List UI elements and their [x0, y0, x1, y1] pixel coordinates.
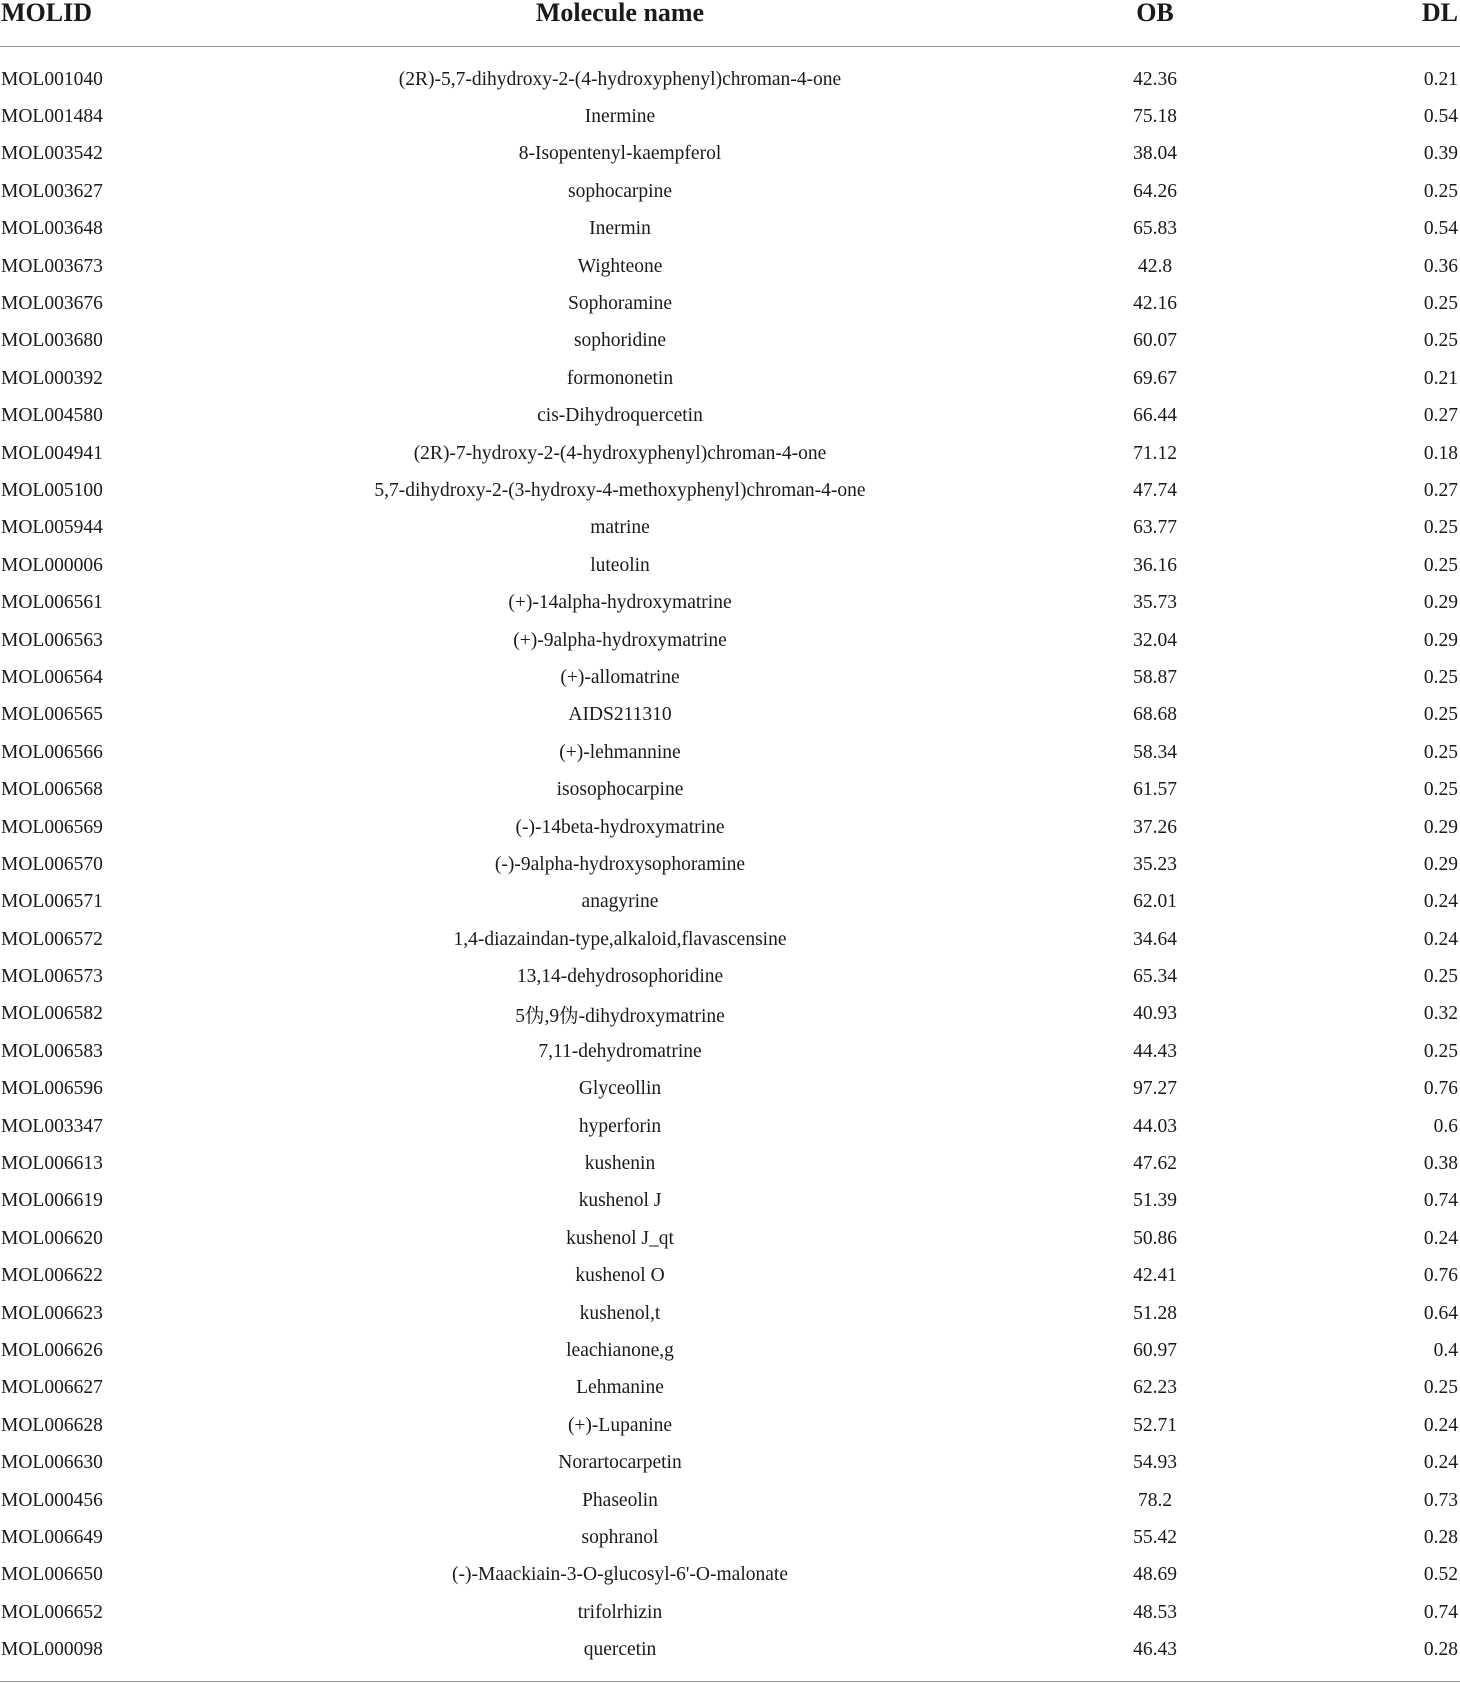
cell-dl: 0.39	[1423, 143, 1458, 165]
cell-molecule-name: Norartocarpetin	[558, 1452, 682, 1474]
table-row	[0, 398, 1460, 435]
table-row	[0, 1145, 1460, 1182]
cell-molid: MOL006582	[1, 1003, 103, 1025]
cell-ob: 42.8	[1137, 255, 1173, 277]
cell-molecule-name: hyperforin	[578, 1115, 662, 1137]
table-row	[0, 1444, 1460, 1481]
cell-dl: 0.27	[1423, 405, 1458, 427]
cell-dl: 0.25	[1423, 966, 1458, 988]
cell-dl: 0.28	[1423, 1639, 1458, 1661]
cell-dl: 0.25	[1423, 517, 1458, 539]
cell-molecule-name: (2R)-7-hydroxy-2-(4-hydroxyphenyl)chroman-4-one	[413, 442, 827, 464]
cell-molecule-name: formononetin	[566, 367, 674, 389]
table-body	[0, 61, 1460, 1669]
cell-dl: 0.25	[1423, 779, 1458, 801]
cell-ob: 42.16	[1133, 293, 1177, 315]
cell-molid: MOL006652	[1, 1601, 103, 1623]
cell-dl: 0.25	[1423, 330, 1458, 352]
cell-molecule-name: Wighteone	[577, 255, 663, 277]
table-row	[0, 1295, 1460, 1332]
header-row	[0, 0, 1460, 47]
cell-dl: 0.76	[1423, 1265, 1458, 1287]
cell-molid: MOL006623	[1, 1302, 103, 1324]
cell-molid: MOL006572	[1, 928, 103, 950]
cell-ob: 69.67	[1133, 367, 1177, 389]
table-row	[0, 1594, 1460, 1631]
cell-molecule-name: (2R)-5,7-dihydroxy-2-(4-hydroxyphenyl)chroman-4-one	[398, 68, 842, 90]
header-molid: MOLID	[0, 0, 240, 47]
table-row	[0, 958, 1460, 995]
cell-molid: MOL006564	[1, 666, 103, 688]
table-row	[0, 996, 1460, 1033]
cell-molid: MOL006570	[1, 853, 103, 875]
cell-ob: 38.04	[1133, 143, 1177, 165]
cell-molid: MOL006583	[1, 1040, 103, 1062]
cell-ob: 32.04	[1133, 629, 1177, 651]
cell-ob: 48.53	[1133, 1601, 1177, 1623]
cell-molid: MOL006571	[1, 891, 103, 913]
cell-ob: 47.62	[1133, 1153, 1177, 1175]
cell-molecule-name: matrine	[590, 517, 650, 539]
cell-molecule-name: 8-Isopentenyl-kaempferol	[518, 143, 722, 165]
cell-dl: 0.4	[1433, 1339, 1458, 1361]
cell-ob: 58.87	[1133, 666, 1177, 688]
cell-molecule-name: (+)-allomatrine	[560, 666, 680, 688]
cell-molecule-name: (+)-Lupanine	[567, 1414, 673, 1436]
cell-molid: MOL001484	[1, 106, 103, 128]
table-row	[0, 1332, 1460, 1369]
cell-molecule-name: anagyrine	[581, 891, 659, 913]
cell-molid: MOL003676	[1, 293, 103, 315]
cell-dl: 0.76	[1423, 1078, 1458, 1100]
cell-ob: 34.64	[1133, 928, 1177, 950]
cell-molecule-name: Phaseolin	[582, 1489, 658, 1511]
cell-ob: 61.57	[1133, 779, 1177, 801]
cell-molid: MOL006622	[1, 1265, 103, 1287]
table-row	[0, 584, 1460, 621]
cell-dl: 0.73	[1423, 1489, 1458, 1511]
cell-dl: 0.21	[1423, 367, 1458, 389]
table-row	[0, 173, 1460, 210]
table-row	[0, 136, 1460, 173]
cell-molid: MOL004941	[1, 442, 103, 464]
cell-molid: MOL000098	[1, 1639, 103, 1661]
cell-ob: 78.2	[1137, 1489, 1173, 1511]
cell-dl: 0.24	[1423, 928, 1458, 950]
cell-molecule-name: trifolrhizin	[577, 1601, 663, 1623]
cell-ob: 54.93	[1133, 1452, 1177, 1474]
cell-ob: 63.77	[1133, 517, 1177, 539]
table-row	[0, 61, 1460, 98]
cell-ob: 75.18	[1133, 106, 1177, 128]
cell-dl: 0.25	[1423, 704, 1458, 726]
cell-dl: 0.25	[1423, 180, 1458, 202]
table-row	[0, 1258, 1460, 1295]
table-row	[0, 323, 1460, 360]
cell-molecule-name: 1,4-diazaindan-type,alkaloid,flavascensine	[453, 928, 787, 950]
cell-dl: 0.29	[1423, 816, 1458, 838]
cell-molecule-name: Inermin	[589, 218, 651, 240]
table-row	[0, 1631, 1460, 1668]
table-row	[0, 771, 1460, 808]
cell-dl: 0.38	[1423, 1153, 1458, 1175]
table-row	[0, 435, 1460, 472]
cell-dl: 0.24	[1423, 1452, 1458, 1474]
cell-ob: 46.43	[1133, 1639, 1177, 1661]
cell-molid: MOL000006	[1, 554, 103, 576]
cell-molecule-name: 13,14-dehydrosophoridine	[516, 966, 724, 988]
cell-ob: 35.23	[1133, 853, 1177, 875]
cell-dl: 0.29	[1423, 629, 1458, 651]
header-molecule-name: Molecule name	[240, 0, 1000, 47]
table-bottom-rule	[0, 1681, 1460, 1682]
cell-dl: 0.25	[1423, 293, 1458, 315]
cell-molid: MOL006566	[1, 741, 103, 763]
header-spacer-cell	[0, 47, 1460, 62]
table-row	[0, 211, 1460, 248]
cell-ob: 62.01	[1133, 891, 1177, 913]
cell-molecule-name: (+)-9alpha-hydroxymatrine	[513, 629, 727, 651]
cell-molid: MOL006626	[1, 1339, 103, 1361]
table-row	[0, 659, 1460, 696]
cell-ob: 35.73	[1133, 592, 1177, 614]
cell-ob: 62.23	[1133, 1377, 1177, 1399]
cell-molecule-name: leachianone,g	[566, 1339, 674, 1361]
cell-molecule-name: sophranol	[581, 1526, 659, 1548]
table-row	[0, 98, 1460, 135]
table-header	[0, 0, 1460, 61]
table-row	[0, 846, 1460, 883]
cell-molecule-name: 5伪,9伪-dihydroxymatrine	[515, 1006, 725, 1028]
cell-molid: MOL006650	[1, 1564, 103, 1586]
cell-molecule-name: Lehmanine	[576, 1377, 664, 1399]
table-row	[0, 1482, 1460, 1519]
table-row	[0, 1183, 1460, 1220]
cell-molid: MOL006613	[1, 1153, 103, 1175]
cell-molecule-name: sophocarpine	[568, 180, 672, 202]
cell-molecule-name: kushenol,t	[579, 1302, 661, 1324]
table-row	[0, 884, 1460, 921]
cell-dl: 0.64	[1423, 1302, 1458, 1324]
cell-molecule-name: Glyceollin	[578, 1078, 662, 1100]
cell-dl: 0.74	[1423, 1601, 1458, 1623]
table-row	[0, 697, 1460, 734]
cell-molecule-name: (+)-lehmannine	[559, 741, 681, 763]
cell-dl: 0.29	[1423, 853, 1458, 875]
cell-molid: MOL003680	[1, 330, 103, 352]
table-row	[0, 1370, 1460, 1407]
cell-molecule-name: 5,7-dihydroxy-2-(3-hydroxy-4-methoxyphenyl)chroman-4-one	[374, 479, 866, 501]
table-row	[0, 622, 1460, 659]
cell-molid: MOL006565	[1, 704, 103, 726]
cell-dl: 0.24	[1423, 891, 1458, 913]
cell-ob: 52.71	[1133, 1414, 1177, 1436]
cell-ob: 47.74	[1133, 479, 1177, 501]
cell-molid: MOL004580	[1, 405, 103, 427]
cell-dl: 0.24	[1423, 1414, 1458, 1436]
cell-dl: 0.6	[1433, 1115, 1458, 1137]
table-row	[0, 809, 1460, 846]
cell-ob: 65.34	[1133, 966, 1177, 988]
cell-ob: 42.36	[1133, 68, 1177, 90]
cell-ob: 37.26	[1133, 816, 1177, 838]
cell-molecule-name: cis-Dihydroquercetin	[537, 405, 703, 427]
cell-dl: 0.21	[1423, 68, 1458, 90]
cell-molid: MOL000456	[1, 1489, 103, 1511]
cell-ob: 60.07	[1133, 330, 1177, 352]
table-row	[0, 248, 1460, 285]
cell-molid: MOL006620	[1, 1227, 103, 1249]
cell-molecule-name: quercetin	[583, 1639, 657, 1661]
table-row	[0, 1033, 1460, 1070]
cell-molid: MOL006563	[1, 629, 103, 651]
cell-molid: MOL003542	[1, 143, 103, 165]
cell-dl: 0.54	[1423, 106, 1458, 128]
cell-molecule-name: kushenol O	[575, 1265, 665, 1287]
cell-dl: 0.52	[1423, 1564, 1458, 1586]
table-row	[0, 921, 1460, 958]
cell-molid: MOL003627	[1, 180, 103, 202]
cell-ob: 51.39	[1133, 1190, 1177, 1212]
cell-molecule-name: sophoridine	[573, 330, 667, 352]
cell-ob: 40.93	[1133, 1003, 1177, 1025]
cell-molecule-name: Sophoramine	[568, 293, 672, 315]
cell-ob: 65.83	[1133, 218, 1177, 240]
cell-dl: 0.25	[1423, 554, 1458, 576]
table-row	[0, 1407, 1460, 1444]
cell-ob: 42.41	[1133, 1265, 1177, 1287]
cell-ob: 55.42	[1133, 1526, 1177, 1548]
cell-molecule-name: kushenin	[584, 1153, 656, 1175]
cell-molecule-name: (-)-14beta-hydroxymatrine	[515, 816, 725, 838]
cell-molecule-name: (+)-14alpha-hydroxymatrine	[508, 592, 732, 614]
cell-dl: 0.24	[1423, 1227, 1458, 1249]
cell-molid: MOL006627	[1, 1377, 103, 1399]
cell-ob: 71.12	[1133, 442, 1177, 464]
table-row	[0, 360, 1460, 397]
cell-ob: 44.03	[1133, 1115, 1177, 1137]
cell-molid: MOL000392	[1, 367, 103, 389]
cell-dl: 0.29	[1423, 592, 1458, 614]
cell-molid: MOL006630	[1, 1452, 103, 1474]
cell-ob: 58.34	[1133, 741, 1177, 763]
cell-molid: MOL005944	[1, 517, 103, 539]
table-row	[0, 1108, 1460, 1145]
cell-dl: 0.36	[1423, 255, 1458, 277]
cell-ob: 36.16	[1133, 554, 1177, 576]
cell-molid: MOL006561	[1, 592, 103, 614]
cell-molid: MOL006628	[1, 1414, 103, 1436]
cell-dl: 0.18	[1423, 442, 1458, 464]
cell-molid: MOL006573	[1, 966, 103, 988]
table-row	[0, 1557, 1460, 1594]
cell-molid: MOL006568	[1, 779, 103, 801]
cell-molid: MOL006619	[1, 1190, 103, 1212]
cell-dl: 0.25	[1423, 1377, 1458, 1399]
cell-molid: MOL006596	[1, 1078, 103, 1100]
table-row	[0, 1220, 1460, 1257]
table-row	[0, 547, 1460, 584]
cell-dl: 0.25	[1423, 1040, 1458, 1062]
cell-molecule-name: AIDS211310	[568, 704, 672, 726]
table-row	[0, 472, 1460, 509]
cell-molecule-name: Inermine	[584, 106, 656, 128]
cell-molecule-name: (-)-9alpha-hydroxysophoramine	[494, 853, 746, 875]
cell-molid: MOL001040	[1, 68, 103, 90]
table-row	[0, 285, 1460, 322]
cell-dl: 0.28	[1423, 1526, 1458, 1548]
cell-molid: MOL003673	[1, 255, 103, 277]
cell-dl: 0.32	[1423, 1003, 1458, 1025]
table-row	[0, 734, 1460, 771]
cell-molecule-name: luteolin	[590, 554, 650, 576]
cell-ob: 48.69	[1133, 1564, 1177, 1586]
cell-molecule-name: isosophocarpine	[556, 779, 684, 801]
cell-molecule-name: kushenol J_qt	[566, 1227, 674, 1249]
header-ob: OB	[1000, 0, 1310, 47]
cell-dl: 0.25	[1423, 666, 1458, 688]
cell-ob: 66.44	[1133, 405, 1177, 427]
cell-ob: 68.68	[1133, 704, 1177, 726]
cell-molecule-name: kushenol J	[578, 1190, 662, 1212]
cell-molid: MOL003648	[1, 218, 103, 240]
header-spacer	[0, 47, 1460, 62]
cell-ob: 60.97	[1133, 1339, 1177, 1361]
cell-ob: 44.43	[1133, 1040, 1177, 1062]
cell-ob: 51.28	[1133, 1302, 1177, 1324]
header-dl: DL	[1310, 0, 1460, 47]
cell-ob: 97.27	[1133, 1078, 1177, 1100]
cell-molecule-name: 7,11-dehydromatrine	[538, 1040, 702, 1062]
cell-dl: 0.25	[1423, 741, 1458, 763]
cell-molecule-name: (-)-Maackiain-3-O-glucosyl-6'-O-malonate	[452, 1564, 788, 1586]
table-row	[0, 1071, 1460, 1108]
table-row	[0, 1519, 1460, 1556]
cell-molid: MOL005100	[1, 479, 103, 501]
cell-ob: 50.86	[1133, 1227, 1177, 1249]
cell-dl: 0.27	[1423, 479, 1458, 501]
cell-molid: MOL003347	[1, 1115, 103, 1137]
cell-molid: MOL006569	[1, 816, 103, 838]
table-row	[0, 510, 1460, 547]
cell-dl: 0.54	[1423, 218, 1458, 240]
cell-molid: MOL006649	[1, 1526, 103, 1548]
cell-ob: 64.26	[1133, 180, 1177, 202]
cell-dl: 0.74	[1423, 1190, 1458, 1212]
